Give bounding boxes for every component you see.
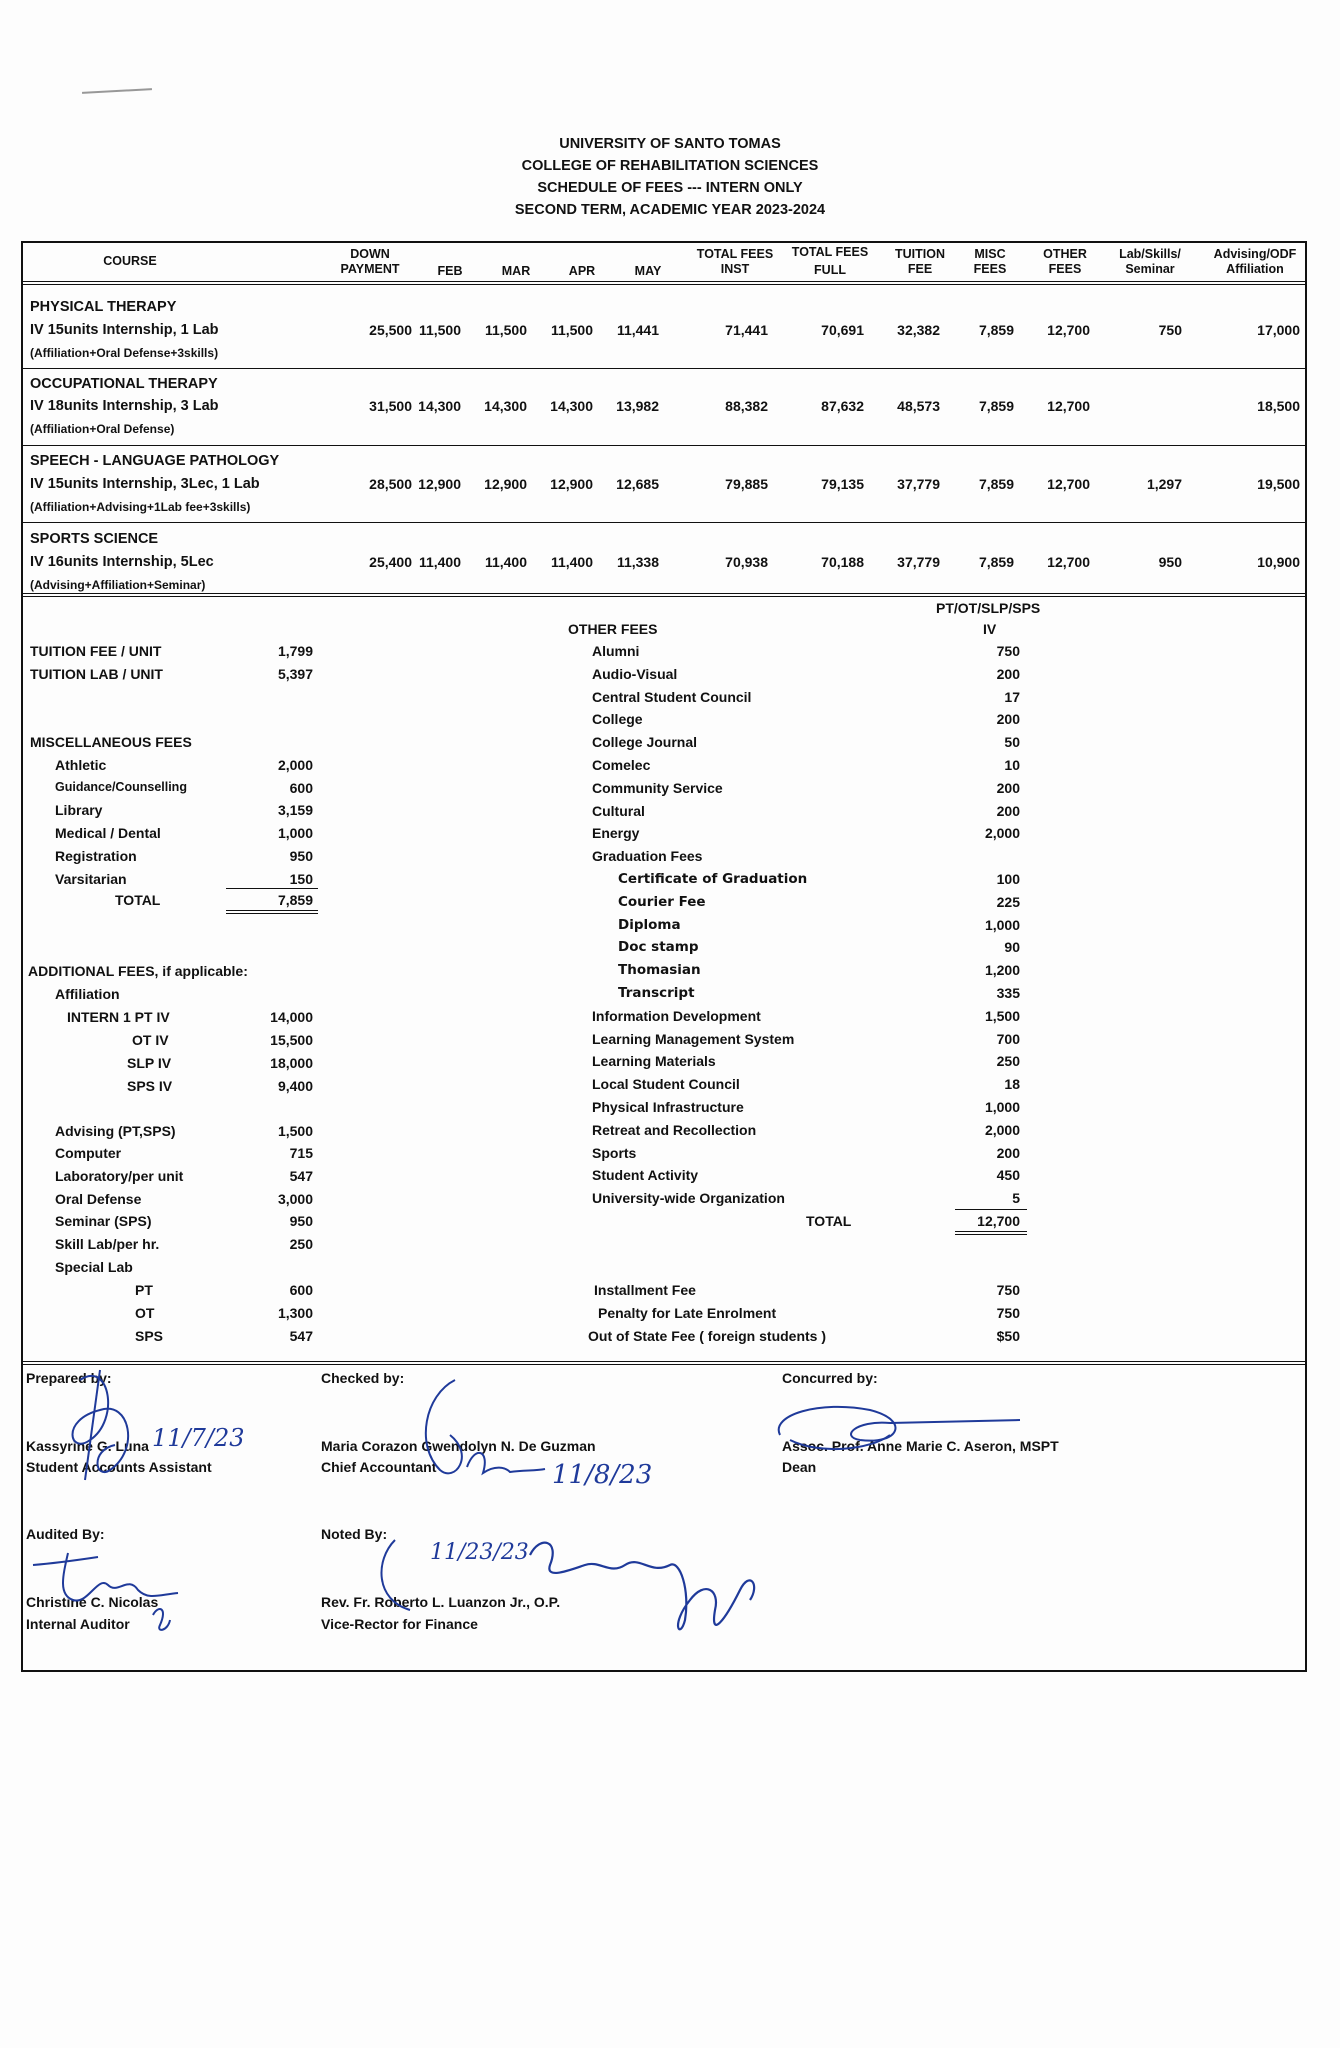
fee-value-cell: 37,779 [897,554,940,570]
fee-label: Oral Defense [55,1191,142,1207]
col-tuition-line1: TUITION [895,247,945,261]
fee-label: Athletic [55,757,107,773]
other-fees-total-line-2 [955,1234,1027,1235]
fee-value-cell: 7,859 [978,554,1014,570]
col-tuition [880,247,960,277]
other-fee-label: Cultural [592,803,645,819]
fee-value-cell: 12,685 [616,476,659,492]
other-fees-col-sub: IV [983,621,997,637]
fee-value-cell: 32,382 [897,322,940,338]
fee-value-cell: 70,938 [725,554,768,570]
program-name: SPORTS SCIENCE [30,531,159,547]
prepared-name: Kassyrine G. Luna [26,1438,149,1454]
fee-label: Computer [55,1145,122,1161]
fee-value-cell: 37,779 [897,476,940,492]
fee-value-cell: 11,400 [418,554,461,570]
noted-caption: Noted By: [321,1526,388,1542]
audited-name: Christine C. Nicolas [26,1594,159,1610]
fee-value-cell: 10,900 [1257,554,1300,570]
other-fee-label: College [592,711,643,727]
fee-label: Library [55,802,103,818]
other-fee-label: Installment Fee [594,1282,696,1298]
university-name: UNIVERSITY OF SANTO TOMAS [559,136,781,152]
other-fee-value: 1,000 [984,917,1020,933]
other-fee-value: 2,000 [984,825,1020,841]
other-fee-value: 700 [996,1031,1020,1047]
misc-subtotal-line [226,888,318,889]
other-fee-label: Certificate of Graduation [618,871,808,887]
fee-label: TUITION FEE / UNIT [30,643,162,659]
other-fees-title: OTHER FEES [568,621,658,637]
other-fee-label: Retreat and Recollection [592,1122,757,1138]
fee-label: Skill Lab/per hr. [55,1236,160,1252]
noted-name: Rev. Fr. Roberto L. Luanzon Jr., O.P. [321,1594,561,1610]
program-note: (Affiliation+Advising+1Lab fee+3skills) [30,500,251,514]
other-fee-value: 200 [996,711,1020,727]
header-divider-2 [23,284,1305,285]
col-total-inst [680,247,790,277]
fee-value-cell: 25,400 [369,554,412,570]
col-may: MAY [634,264,662,278]
other-fee-value: 750 [996,1282,1020,1298]
other-fee-label: College Journal [592,734,698,750]
fee-value-cell: 70,691 [821,322,864,338]
col-advising-line2: Affiliation [1226,262,1284,276]
fee-value-cell: 28,500 [369,476,412,492]
fee-label: OT [135,1305,155,1321]
col-advising [1200,247,1310,277]
other-fee-value: 750 [996,643,1020,659]
other-fee-value: 1,500 [984,1008,1020,1024]
other-fee-value: 1,200 [984,962,1020,978]
fee-value-cell: 11,400 [484,554,527,570]
other-fee-value: 100 [996,871,1020,887]
fee-label: Laboratory/per unit [55,1168,184,1184]
col-other-line1: OTHER [1043,247,1087,261]
fee-value-cell: 12,900 [484,476,527,492]
col-misc-line2: FEES [973,262,1007,276]
col-lab-line1: Lab/Skills/ [1119,247,1181,261]
col-feb: FEB [437,264,463,278]
col-course: COURSE [103,254,157,268]
checked-signature-icon [395,1375,595,1495]
other-fee-value: 5 [1012,1190,1020,1206]
other-fee-label: Doc stamp [618,939,699,955]
fee-value-cell: 11,500 [418,322,461,338]
other-fee-value: 200 [996,666,1020,682]
fee-value-cell: 12,700 [1047,398,1090,414]
other-fee-value: 18 [1004,1076,1020,1092]
other-fees-col-head: PT/OT/SLP/SPS [936,600,1041,616]
fee-value: 1,500 [277,1123,313,1139]
fee-value: 5,397 [277,666,313,682]
fee-label: Medical / Dental [55,825,161,841]
col-other [1030,247,1100,277]
fee-label: Guidance/Counselling [55,780,187,794]
fee-value-cell: 7,859 [978,476,1014,492]
other-fee-label: Energy [592,825,640,841]
other-fees-total-line [955,1231,1027,1232]
fee-value-cell: 11,500 [550,322,593,338]
program-name: OCCUPATIONAL THERAPY [30,376,218,392]
other-fee-label: Community Service [592,780,723,796]
col-misc [955,247,1025,277]
program-name: PHYSICAL THERAPY [30,299,177,315]
col-other-line2: FEES [1048,262,1082,276]
fee-value-cell: 14,300 [550,398,593,414]
other-fee-value: 335 [996,985,1020,1001]
college-name: COLLEGE OF REHABILITATION SCIENCES [521,158,819,174]
fee-value: 1,300 [277,1305,313,1321]
graduation-fees-label: Graduation Fees [592,848,703,864]
fee-value: 14,000 [270,1009,313,1025]
program-note: (Advising+Affiliation+Seminar) [30,578,206,592]
fee-value-cell: 7,859 [978,398,1014,414]
other-fee-value: 200 [996,780,1020,796]
other-fee-label: Out of State Fee ( foreign students ) [588,1328,827,1344]
fee-value: 150 [289,871,313,887]
misc-total-line-2 [226,913,318,914]
fee-value-cell: 70,188 [821,554,864,570]
fee-value-cell: 79,885 [725,476,768,492]
col-misc-line1: MISC [974,247,1006,261]
fee-value-cell: 13,982 [616,398,659,414]
program-detail: IV 16units Internship, 5Lec [30,554,214,570]
other-fee-label: Penalty for Late Enrolment [598,1305,777,1321]
col-lab [1105,247,1195,277]
other-fee-label: Central Student Council [592,689,752,705]
other-fee-value: 90 [1004,939,1020,955]
other-fee-label: Student Activity [592,1167,699,1183]
fee-value: 547 [289,1328,313,1344]
misc-total-label: TOTAL [115,892,161,908]
prepared-caption: Prepared by: [26,1370,112,1386]
fee-value: 15,500 [270,1032,313,1048]
misc-title: MISCELLANEOUS FEES [30,734,192,750]
fee-label: INTERN 1 PT IV [67,1009,170,1025]
checked-caption: Checked by: [321,1370,405,1386]
fee-value-cell: 79,135 [821,476,864,492]
table-bottom-divider [23,593,1305,594]
fee-value-cell: 87,632 [821,398,864,414]
fee-value-cell: 12,900 [550,476,593,492]
fee-value: 1,000 [277,825,313,841]
other-fee-label: Courier Fee [618,894,706,910]
fee-value-cell: 88,382 [725,398,768,414]
fee-value-cell: 11,338 [616,554,659,570]
concurred-signature-icon [760,1395,1030,1465]
col-down-line1: DOWN [350,247,390,261]
fee-label: Registration [55,848,137,864]
other-fee-label: Physical Infrastructure [592,1099,744,1115]
fee-value: 250 [289,1236,313,1252]
other-fee-label: Comelec [592,757,651,773]
other-fee-label: Sports [592,1145,637,1161]
fee-value: 18,000 [270,1055,313,1071]
fee-value: 3,159 [277,802,313,818]
prepared-date: 11/7/23 [152,1424,245,1452]
special-lab-label: Special Lab [55,1259,133,1275]
fee-value: 600 [289,780,313,796]
fee-value-cell: 11,441 [616,322,659,338]
fee-value: 950 [289,848,313,864]
other-fee-label: Audio-Visual [592,666,678,682]
fee-value-cell: 11,500 [484,322,527,338]
prepared-title: Student Accounts Assistant [26,1459,212,1475]
program-name: SPEECH - LANGUAGE PATHOLOGY [30,453,280,469]
fee-value-cell: 12,700 [1047,322,1090,338]
fee-value-cell: 14,300 [418,398,461,414]
other-fee-value: 10 [1004,757,1020,773]
other-fee-label: Diploma [618,917,681,933]
other-fee-value: 250 [996,1053,1020,1069]
fee-value-cell: 31,500 [369,398,412,414]
program-detail: IV 15units Internship, 3Lec, 1 Lab [30,476,260,492]
signature-divider [23,1361,1305,1362]
concurred-title: Dean [782,1459,817,1475]
col-total-full [780,245,880,278]
fee-value-cell: 19,500 [1257,476,1300,492]
col-apr: APR [568,264,596,278]
fee-value-cell: 17,000 [1257,322,1300,338]
checked-name: Maria Corazon Gwendolyn N. De Guzman [321,1438,596,1454]
col-total-full-line1: TOTAL FEES [791,245,869,259]
additional-title: ADDITIONAL FEES, if applicable: [28,963,248,979]
noted-title: Vice-Rector for Finance [321,1616,478,1632]
col-mar: MAR [501,264,531,278]
audited-title: Internal Auditor [26,1616,130,1632]
other-fee-label: Learning Materials [592,1053,716,1069]
program-note: (Affiliation+Oral Defense) [30,422,175,436]
fee-value: 2,000 [277,757,313,773]
term-title: SECOND TERM, ACADEMIC YEAR 2023-2024 [514,202,826,218]
fee-value-cell: 11,400 [550,554,593,570]
fee-value-cell: 750 [1158,322,1182,338]
audited-caption: Audited By: [26,1526,105,1542]
other-fee-label: University-wide Organization [592,1190,785,1206]
fee-value: 715 [289,1145,313,1161]
other-fee-value: 225 [996,894,1020,910]
fee-value: 547 [289,1168,313,1184]
fee-value-cell: 12,900 [418,476,461,492]
schedule-title: SCHEDULE OF FEES --- INTERN ONLY [537,180,803,196]
fee-label: Varsitarian [55,871,127,887]
audited-signature-icon [28,1545,188,1635]
fee-value: 600 [289,1282,313,1298]
other-fee-label: Learning Management System [592,1031,795,1047]
concurred-caption: Concurred by: [782,1370,878,1386]
other-fee-label: Alumni [592,643,640,659]
fee-value-cell: 48,573 [897,398,940,414]
fee-label: TUITION LAB / UNIT [30,666,163,682]
other-fees-total-label: TOTAL [806,1213,852,1229]
other-fee-label: Information Development [592,1008,761,1024]
col-total-full-line2: FULL [814,263,846,277]
checked-date: 11/8/23 [552,1460,653,1490]
misc-total-value: 7,859 [277,892,313,908]
other-fee-label: Local Student Council [592,1076,740,1092]
program-note: (Affiliation+Oral Defense+3skills) [30,346,219,360]
fee-value-cell: 950 [1158,554,1182,570]
row-divider [23,522,1305,523]
col-down-line2: PAYMENT [340,262,400,276]
document-header [0,133,1340,221]
other-fee-value: 2,000 [984,1122,1020,1138]
header-divider [23,281,1305,282]
checked-title: Chief Accountant [321,1459,437,1475]
other-fee-value: $50 [996,1328,1020,1344]
other-fee-value: 450 [996,1167,1020,1183]
fee-value-cell: 25,500 [369,322,412,338]
fee-value: 1,799 [277,643,313,659]
other-fee-value: 750 [996,1305,1020,1321]
col-total-inst-line2: INST [720,262,750,276]
fee-label: Advising (PT,SPS) [55,1123,176,1139]
fee-value-cell: 1,297 [1146,476,1182,492]
fee-label: PT [135,1282,153,1298]
fee-value: 9,400 [277,1078,313,1094]
affiliation-label: Affiliation [55,986,120,1002]
other-fees-total-value: 12,700 [977,1213,1020,1229]
row-divider [23,445,1305,446]
other-fee-value: 200 [996,1145,1020,1161]
misc-total-line [226,910,318,911]
fee-label: SLP IV [127,1055,172,1071]
fee-label: SPS [135,1328,164,1344]
fee-label: Seminar (SPS) [55,1213,152,1229]
fee-value-cell: 7,859 [978,322,1014,338]
table-bottom-divider-2 [23,596,1305,597]
concurred-name: Assoc. Prof. Anne Marie C. Aseron, MSPT [782,1438,1059,1454]
other-fee-value: 1,000 [984,1099,1020,1115]
fee-value-cell: 71,441 [725,322,768,338]
row-divider [23,368,1305,369]
fee-value: 3,000 [277,1191,313,1207]
fee-value-cell: 12,700 [1047,554,1090,570]
col-advising-line1: Advising/ODF [1213,247,1297,261]
program-detail: IV 15units Internship, 1 Lab [30,322,219,338]
fee-value: 950 [289,1213,313,1229]
other-fee-value: 50 [1004,734,1020,750]
fee-value-cell: 12,700 [1047,476,1090,492]
other-fee-value: 200 [996,803,1020,819]
col-down-payment [320,247,420,277]
noted-signature-icon [370,1530,790,1650]
program-detail: IV 18units Internship, 3 Lab [30,398,219,414]
other-fee-label: Transcript [618,985,695,1001]
col-total-inst-line1: TOTAL FEES [696,247,774,261]
prepared-signature-icon [40,1360,190,1490]
signature-divider-2 [23,1364,1305,1365]
other-fee-value: 17 [1004,689,1020,705]
other-fees-subtotal-line [955,1209,1027,1210]
noted-date: 11/23/23 [430,1540,529,1565]
fee-label: OT IV [132,1032,169,1048]
other-fee-label: Thomasian [618,962,701,978]
fee-value-cell: 18,500 [1257,398,1300,414]
fee-label: SPS IV [127,1078,173,1094]
fee-value-cell: 14,300 [484,398,527,414]
col-tuition-line2: FEE [907,262,933,276]
scan-mark [82,88,152,94]
col-lab-line2: Seminar [1125,262,1175,276]
